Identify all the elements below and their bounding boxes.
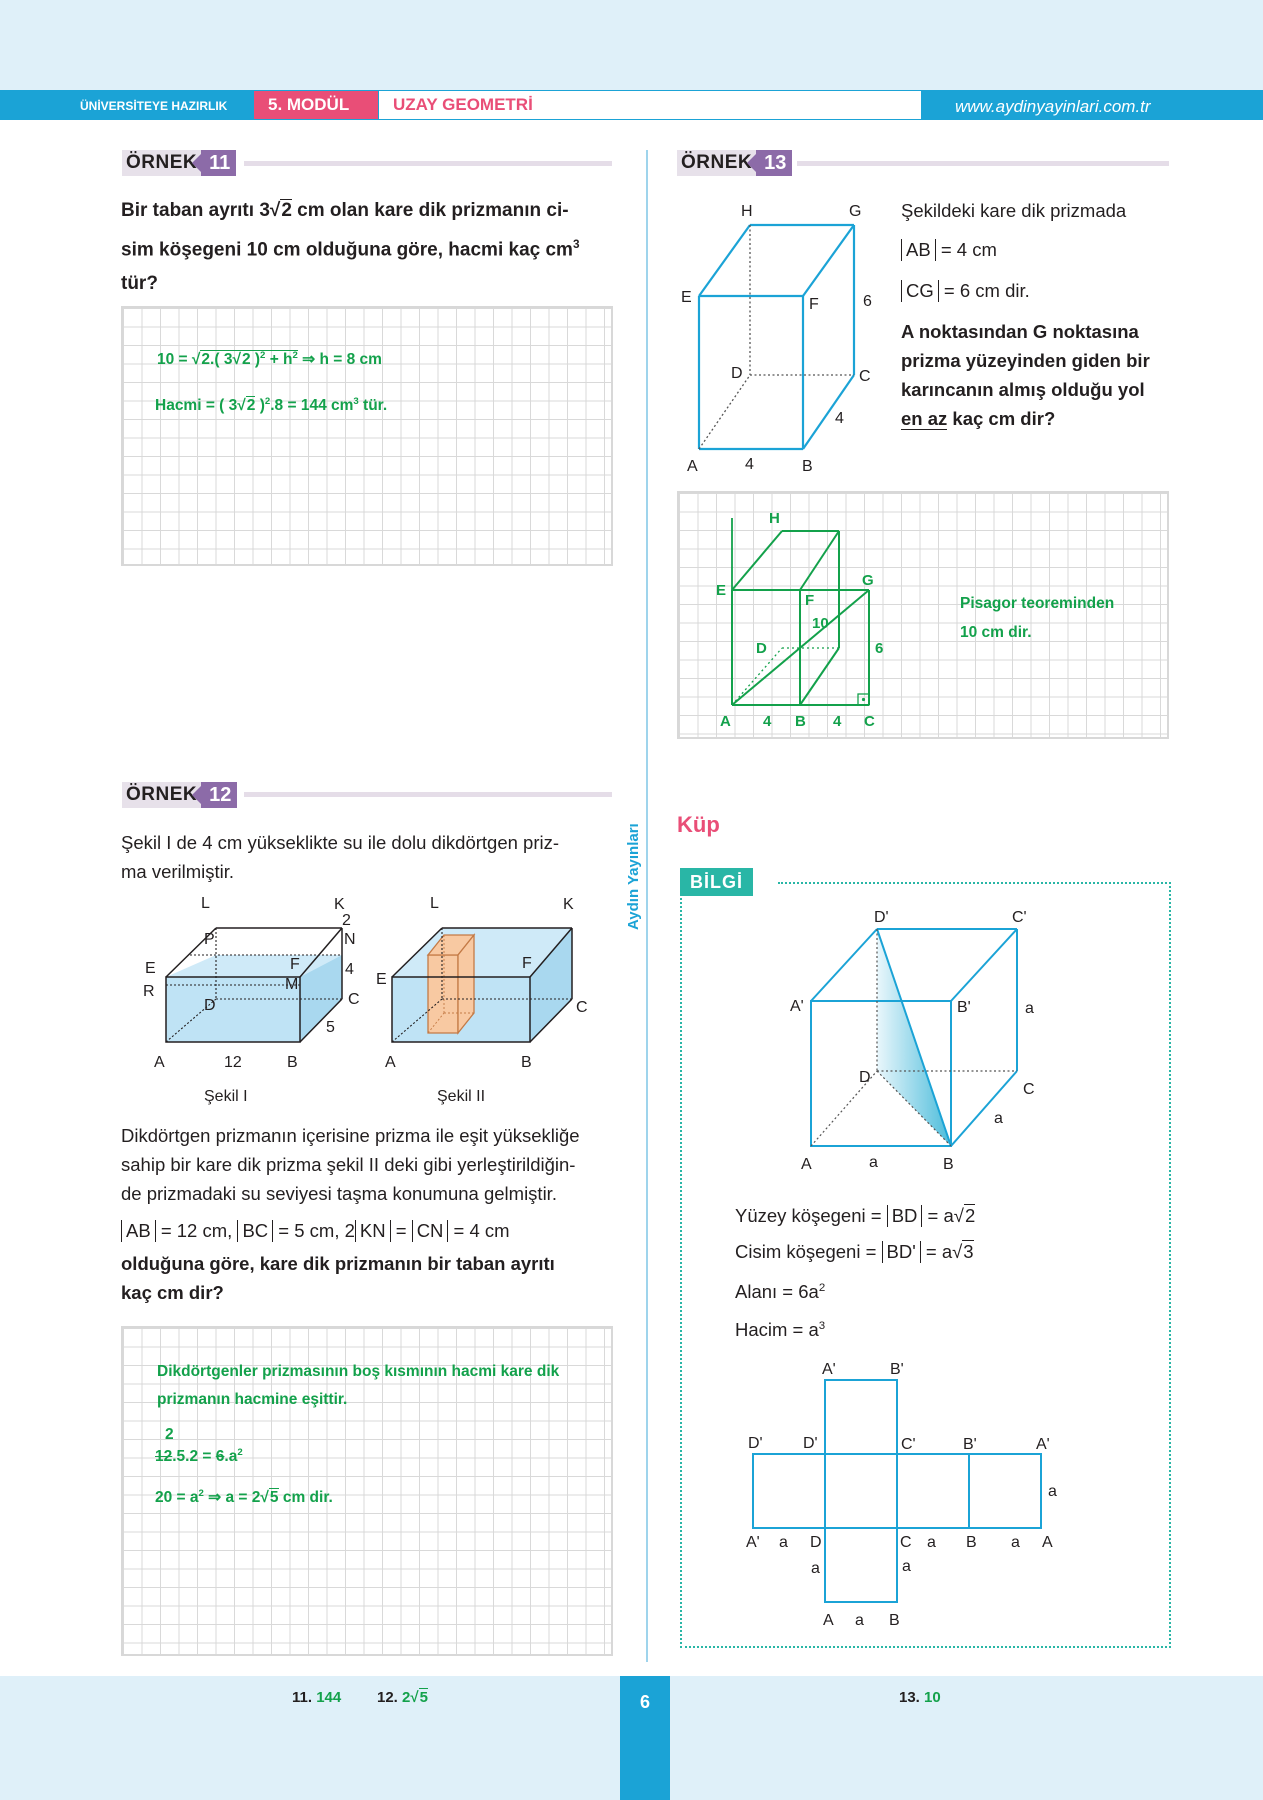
label-a: A (154, 1054, 165, 1071)
ornek-number: 12 (201, 782, 237, 808)
net-label-b-prime-top: B' (890, 1361, 904, 1378)
label-a-diag: a (994, 1110, 1003, 1127)
label-d: D (756, 640, 767, 657)
label-four-2: 4 (833, 713, 842, 730)
net-label-a-right: a (1048, 1483, 1057, 1500)
ornek-12-intro: Şekil I de 4 cm yükseklikte su ile dolu dikdörtgen priz- ma verilmiştir. (121, 832, 560, 882)
label-h: H (769, 510, 780, 527)
label-six: 6 (875, 640, 884, 657)
abs-ab: AB (901, 239, 936, 261)
ornek-11-question: Bir taban ayrıtı 3√2 cm olan kare dik prizmanın ci- sim köşegeni 10 cm olduğuna göre, hacmi kaç $cm^3$ tür? (121, 200, 580, 295)
ornek-13-prism-figure (675, 195, 885, 475)
ornek-label: ÖRNEK (677, 150, 756, 176)
answer-12: 12. 2√5 (377, 1689, 428, 1706)
label-b: B (287, 1054, 298, 1071)
bilgi-tag: BİLGİ (680, 868, 753, 896)
header-univ-label: ÜNİVERSİTEYE HAZIRLIK (80, 99, 228, 113)
label-c: C (864, 713, 875, 730)
label-a: A (801, 1156, 812, 1170)
label-d-prime: D' (874, 909, 889, 926)
top-band (0, 0, 1263, 90)
label-e: E (145, 960, 156, 977)
abs-cg: CG (901, 280, 939, 302)
label-four-side: 4 (835, 410, 844, 427)
label-c: C (859, 368, 871, 385)
edge-fg (803, 225, 854, 296)
net-front-face (825, 1454, 897, 1528)
formula-volume: Hacim = $a^3$ (735, 1319, 826, 1341)
label-a: A (720, 713, 731, 730)
sekil-2-caption: Şekil II (437, 1088, 486, 1105)
ornek-12-solution-eq-2: $20 = a^2$ ⇒ a = 2√5 cm dir. (155, 1488, 333, 1507)
side-publisher-label: Aydın Yayınları (625, 823, 642, 930)
formula-area: Alanı = $6a^2$ (735, 1281, 826, 1303)
net-label-c: C (900, 1534, 912, 1551)
ornek-number: 11 (201, 150, 236, 176)
hidden-edge-ad (699, 375, 750, 449)
ornek-11-solution-line-2: Hacmi = ( 3√2 )$^2$.8 = 144 $cm^3$ tür. (155, 396, 388, 415)
net-label-a-left-v: a (811, 1560, 820, 1577)
label-d: D (204, 997, 216, 1014)
label-m: M (285, 976, 299, 993)
net-label-d-prime-2: D' (803, 1435, 818, 1452)
edge-eh (699, 225, 750, 296)
ornek-rule (797, 161, 1169, 166)
ornek-11-heading (122, 150, 236, 176)
ornek-11-solution-line-1: 10 = √2.( 3√2 )$^2 + h^2$ ⇒ h = 8 cm (157, 350, 382, 369)
label-two: 2 (342, 912, 351, 929)
label-l: L (430, 895, 439, 912)
ornek-13-solution-box (677, 491, 1169, 739)
net-label-a1: a (779, 1534, 788, 1551)
label-b: B (802, 458, 813, 475)
edge-bc (803, 375, 854, 449)
label-c: C (576, 999, 588, 1016)
net-label-d-prime-left: D' (748, 1435, 763, 1452)
label-e: E (716, 582, 727, 599)
cube-net-figure (735, 1355, 1065, 1640)
net-label-a-prime-right: A' (1036, 1436, 1050, 1453)
label-g: G (849, 203, 862, 220)
net-label-a-right-v: a (902, 1558, 911, 1575)
net-label-b-bottom: B (889, 1612, 900, 1629)
ornek-rule (244, 161, 612, 166)
label-twelve: 12 (224, 1054, 242, 1071)
formula-surface-diagonal: Yüzey köşegeni = BD = a√2 (735, 1205, 976, 1226)
label-f: F (522, 955, 532, 972)
formula-body-diagonal: Cisim köşegeni = BD' = a√3 (735, 1241, 974, 1262)
label-k: K (563, 896, 574, 913)
label-k: K (334, 896, 345, 913)
label-b: B (943, 1156, 954, 1170)
label-c-prime: C' (1012, 909, 1027, 926)
net-top-face (825, 1380, 897, 1454)
label-e: E (681, 289, 692, 306)
header-url[interactable]: www.aydinyayinlari.com.tr (955, 97, 1151, 116)
label-four-bottom: 4 (745, 456, 754, 473)
ornek-number: 13 (756, 150, 792, 176)
net-left-face (753, 1454, 825, 1528)
ornek-13-text: Şekildeki kare dik prizmada AB = 4 cm CG = 6 cm dir. A noktasından G noktasına prizma yüzeyinden giden bir karıncanın almış olduğu yol en az kaç cm dir? (901, 200, 1150, 429)
page-number: 6 (620, 1676, 670, 1800)
label-d: D (731, 365, 743, 382)
ornek-13-solution-text: Pisagor teoreminden 10 cm dir. (960, 595, 1115, 641)
edge-eh (732, 531, 782, 590)
label-e: E (376, 971, 387, 988)
net-label-b: B (966, 1534, 977, 1551)
net-label-d: D (810, 1534, 822, 1551)
net-label-a-prime-bottom: A' (746, 1534, 760, 1551)
label-five: 5 (326, 1019, 335, 1036)
ornek-label: ÖRNEK (122, 782, 201, 808)
header-title: UZAY GEOMETRİ (379, 91, 921, 119)
net-label-c-prime: C' (901, 1436, 916, 1453)
net-label-a-bottom-edge: a (855, 1612, 864, 1629)
label-ten: 10 (812, 615, 829, 632)
label-h: H (741, 203, 753, 220)
net-label-a3: a (1011, 1534, 1020, 1551)
label-a-right: a (1025, 1000, 1034, 1017)
sekil-2-figure (370, 895, 600, 1105)
label-g: G (862, 572, 874, 589)
ornek-12-heading (122, 782, 237, 808)
label-c: C (1023, 1081, 1035, 1098)
ornek-13-heading (677, 150, 792, 176)
label-n: N (344, 931, 356, 948)
cube-figure (785, 905, 1045, 1170)
net-bottom-face (825, 1528, 897, 1602)
label-a: A (687, 458, 698, 475)
label-r: R (143, 983, 155, 1000)
ornek-12-measures: AB = 12 cm, BC = 5 cm, 2 KN = CN = 4 cm (121, 1216, 626, 1245)
net-back-face (969, 1454, 1041, 1528)
net-label-a-prime-top: A' (822, 1361, 836, 1378)
label-f: F (805, 592, 815, 609)
sekil-1-caption: Şekil I (204, 1088, 248, 1105)
answer-13: 13. 10 (899, 1689, 941, 1706)
label-p: P (204, 931, 215, 948)
net-label-a-bottom: A (823, 1612, 834, 1629)
label-l: L (201, 895, 210, 912)
label-f: F (809, 296, 819, 313)
label-a-prime: A' (790, 998, 804, 1015)
kup-title: Küp (677, 812, 720, 837)
ornek-12-solution-eq-1: 2 $12.5.2 = 6.a^2$ (155, 1426, 243, 1466)
ornek-12-body: Dikdörtgen prizmanın içerisine prizma ile eşit yüksekliğe sahip bir kare dik prizma şekil II deki gibi yerleştirildiğin- de prizmadaki su seviyesi taşma konumuna gelmiştir. AB = 12 cm, BC = 5 cm, 2 KN = CN = 4 cm olduğuna göre, kare dik prizmanın bir taban ayrıtı kaç cm dir? (121, 1121, 626, 1307)
label-d: D (859, 1069, 871, 1086)
label-b: B (521, 1054, 532, 1071)
net-right-face (897, 1454, 969, 1528)
column-divider (646, 150, 648, 1662)
net-label-a2: a (927, 1534, 936, 1551)
label-six: 6 (863, 293, 872, 310)
ornek-12-solution-text: Dikdörtgenler prizmasının boş kısmının hacmi kare dik prizmanın hacmine eşittir. (157, 1363, 560, 1408)
sekil-1-figure (140, 895, 370, 1105)
ornek-11-solution-box (121, 306, 613, 566)
label-c: C (348, 991, 360, 1008)
cube-formulas (735, 1198, 1035, 1348)
answer-11: 11. 144 (292, 1689, 342, 1706)
label-a-bottom: a (869, 1154, 878, 1170)
label-four-1: 4 (763, 713, 772, 730)
label-b-prime: B' (957, 999, 971, 1016)
net-label-a: A (1042, 1534, 1053, 1551)
edge-b-back (800, 648, 839, 705)
ornek-label: ÖRNEK (122, 150, 201, 176)
header-module: 5. MODÜL (254, 91, 378, 119)
edge-f-top (800, 531, 839, 590)
label-f: F (290, 956, 300, 973)
label-four: 4 (345, 961, 354, 978)
ornek-12-solution-box (121, 1326, 613, 1656)
label-b: B (795, 713, 806, 730)
net-label-b-prime: B' (963, 1436, 977, 1453)
ornek-rule (244, 792, 612, 797)
label-a: A (385, 1054, 396, 1071)
